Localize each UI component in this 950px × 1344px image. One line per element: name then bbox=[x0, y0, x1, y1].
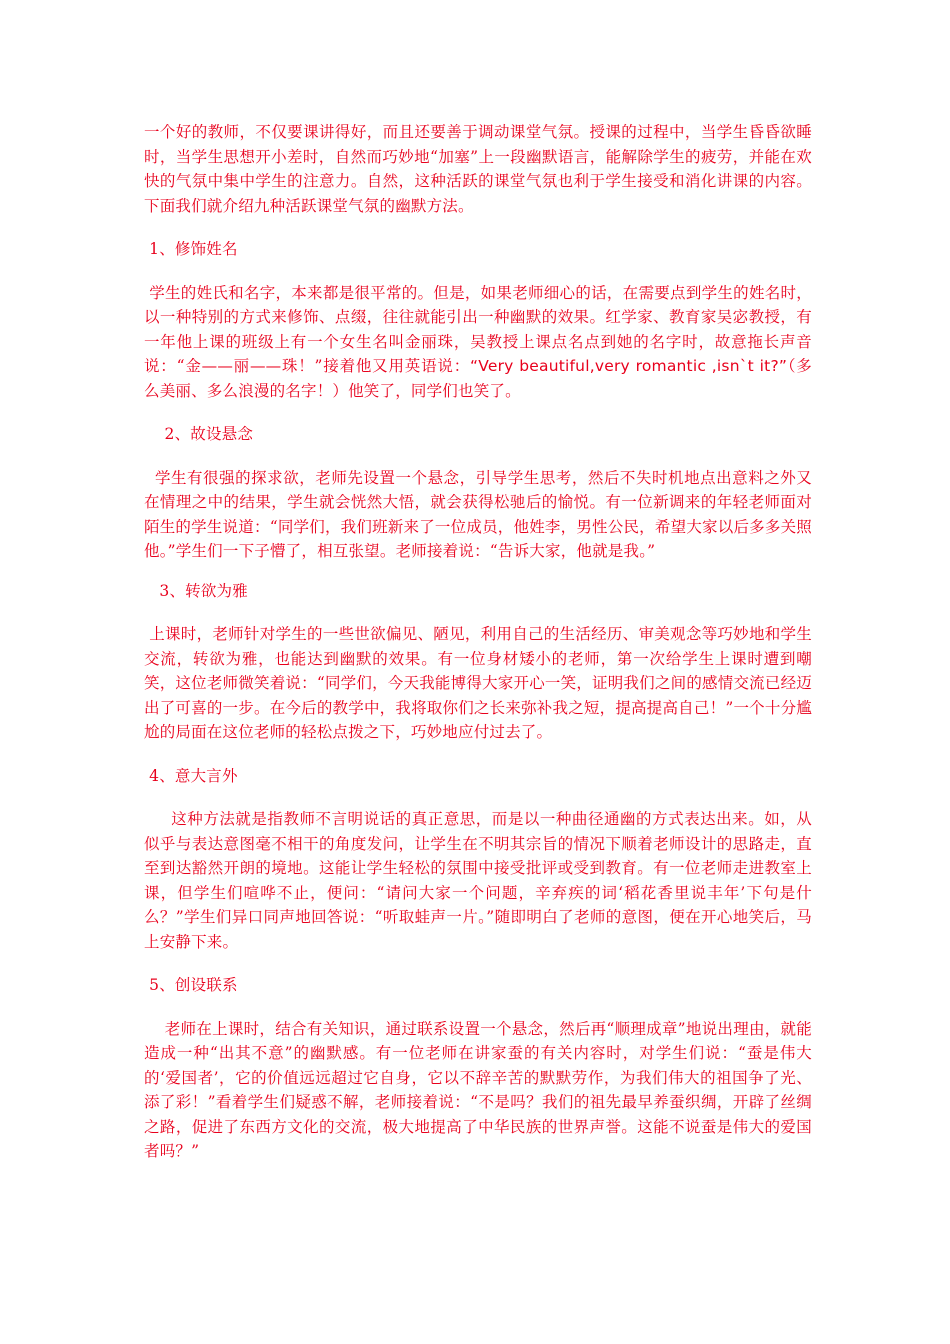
section-body-1-text-a: 学生的姓氏和名字，本来都是很平常的。但是，如果老师细心的话，在需要点到学生的姓名时，以一种特别的方式来修饰、点缀，往往就能引出一种幽默的效果。红学家、教育家吴宓教授，有一年他上课的班级上有一个女生名叫金丽珠，吴教授上课点名点到她的名字时，故意拖长声音说：“金——丽——珠！”接着他又用英语说： bbox=[144, 283, 812, 375]
section-body-3: 上课时，老师针对学生的一些世欲偏见、陋见，利用自己的生活经历、审美观念等巧妙地和学生交流，转欲为雅，也能达到幽默的效果。有一位身材矮小的老师，第一次给学生上课时遭到嘲笑，这位老师微笑着说：“同学们，今天我能博得大家开心一笑，证明我们之间的感情交流已经迈出了可喜的一步。在今后的教学中，我将取你们之长来弥补我之短，提高提高自己！”一个十分尴尬的局面在这位老师的轻松点拨之下，巧妙地应付过去了。 bbox=[144, 625, 812, 741]
intro-paragraph: 一个好的教师，不仅要课讲得好，而且还要善于调动课堂气氛。授课的过程中，当学生昏昏欲睡时，当学生思想开小差时，自然而巧妙地“加塞”上一段幽默语言，能解除学生的疲劳，并能在欢快的气氛中集中学生的注意力。自然，这种活跃的课堂气氛也利于学生接受和消化讲课的内容。下面我们就介绍九种活跃课堂气氛的幽默方法。 bbox=[144, 123, 812, 215]
section-body-4: 这种方法就是指教师不言明说话的真正意思，而是以一种曲径通幽的方式表达出来。如，从似乎与表达意图毫不相干的角度发问，让学生在不明其宗旨的情况下顺着老师设计的思路走，直至到达豁然开朗的境地。这能让学生轻松的氛围中接受批评或受到教育。有一位老师走进教室上课，但学生们喧哗不止，便问：“请问大家一个问题，辛弃疾的词‘稻花香里说丰年’下句是什么？”学生们异口同声地回答说：“听取蛙声一片。”随即明白了老师的意图，便在开心地笑后，马上安静下来。 bbox=[144, 810, 812, 951]
section-heading-1: 1、修饰姓名 bbox=[144, 240, 238, 258]
section-heading-3: 3、转欲为雅 bbox=[144, 581, 248, 600]
section-heading-5: 5、创设联系 bbox=[144, 976, 238, 994]
section-body-2: 学生有很强的探求欲，老师先设置一个悬念，引导学生思考，然后不失时机地点出意料之外又在情理之中的结果，学生就会恍然大悟，就会获得松驰后的愉悦。有一位新调来的年轻老师面对陌生的学生说道：“同学们，我们班新来了一位成员，他姓李，男性公民，希望大家以后多多关照他。”学生们一下子懵了，相互张望。老师接着说：“告诉大家，他就是我。” bbox=[144, 468, 813, 560]
section-heading-2: 2、故设悬念 bbox=[144, 425, 254, 443]
section-body-1-english-quote: “Very beautiful,very romantic ,isn`t it?” bbox=[470, 357, 788, 375]
section-heading-4: 4、意大言外 bbox=[144, 766, 238, 785]
section-body-1 bbox=[144, 281, 812, 404]
section-body-1-text-b: （多么美丽、多么浪漫的名字！）他笑了，同学们也笑了。 bbox=[144, 357, 812, 400]
section-body-5: 老师在上课时，结合有关知识，通过联系设置一个悬念，然后再“顺理成章”地说出理由，就能造成一种“出其不意”的幽默感。有一位老师在讲家蚕的有关内容时，对学生们说：“蚕是伟大的‘爱国者’，它的价值远远超过它自身，它以不辞辛苦的默默劳作，为我们伟大的祖国争了光、添了彩！”看着学生们疑惑不解，老师接着说：“不是吗？我们的祖先最早养蚕织绸，开辟了丝绸之路，促进了东西方文化的交流，极大地提高了中华民族的世界声誉。这能不说蚕是伟大的爱国者吗？” bbox=[144, 1019, 812, 1160]
document-page bbox=[144, 120, 812, 1164]
